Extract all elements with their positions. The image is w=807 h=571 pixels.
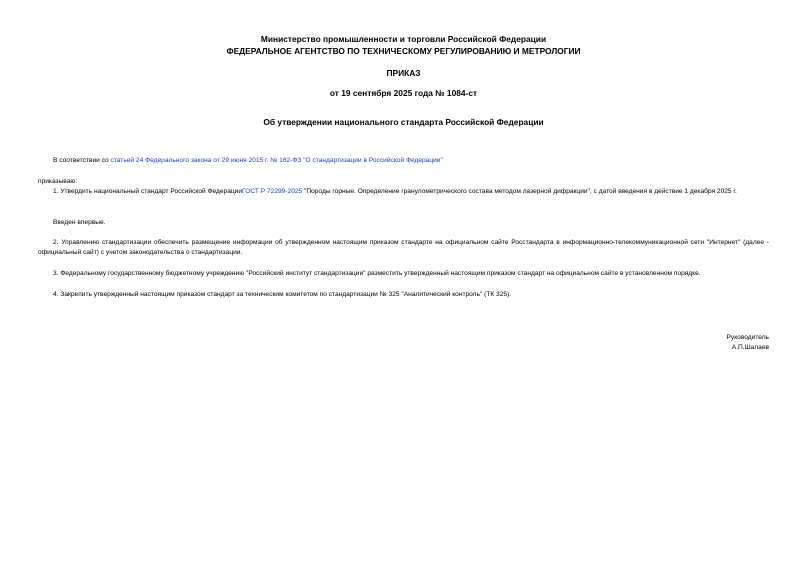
signature-position: Руководитель: [726, 334, 769, 341]
document-title: Об утверждении национального стандарта Российской Федерации: [263, 117, 544, 127]
document-date-number: от 19 сентября 2025 года № 1084-ст: [329, 88, 478, 98]
item-3-paragraph: 3. Федеральному государственному бюджетному учреждению "Российский институт стандартизации" разместить утвержденный настоящим приказом стандарт на официальном сайте в установленном порядке.: [53, 270, 701, 277]
item-1-paragraph: [38, 187, 769, 197]
order-word: приказываю:: [38, 178, 78, 185]
agency-heading: ФЕДЕРАЛЬНОЕ АГЕНТСТВО ПО ТЕХНИЧЕСКОМУ РЕГУЛИРОВАНИЮ И МЕТРОЛОГИИ: [226, 46, 581, 56]
item-1-suffix: "Породы горные. Определение гранулометрического состава методом лазерной дифракции", с датой введения в действие 1 декабря 2025 г.: [302, 188, 737, 195]
signature-name: А.П.Шалаев: [731, 344, 769, 351]
document-type: ПРИКАЗ: [386, 68, 421, 78]
ministry-heading: Министерство промышленности и торговли Российской Федерации: [260, 34, 547, 44]
federal-law-link[interactable]: статьей 24 Федерального закона от 29 июня 2015 г. № 162-ФЗ "О стандартизации в Российской Федерации": [110, 157, 443, 164]
preamble-paragraph: [53, 156, 753, 166]
item-4-paragraph: 4. Закрепить утвержденный настоящим приказом стандарт за техническим комитетом по стандартизации № 325 "Аналитический контроль" (ТК 325).: [53, 291, 512, 298]
preamble-prefix: В соответствии со: [53, 157, 111, 164]
gost-standard-link[interactable]: ГОСТ Р 72299-2025: [242, 188, 303, 195]
item-2-paragraph: 2. Управлению стандартизации обеспечить размещение информации об утвержденном настоящим приказом стандарте на официальном сайте Росстандарта в информационно-телекоммуникационной сети "Интернет" (далее - официальный сайт) с учетом законодательства о стандартизации.: [38, 239, 769, 256]
item-1-note: Введен впервые.: [53, 219, 106, 226]
item-1-prefix: 1. Утвердить национальный стандарт Российской Федерации: [53, 188, 243, 195]
